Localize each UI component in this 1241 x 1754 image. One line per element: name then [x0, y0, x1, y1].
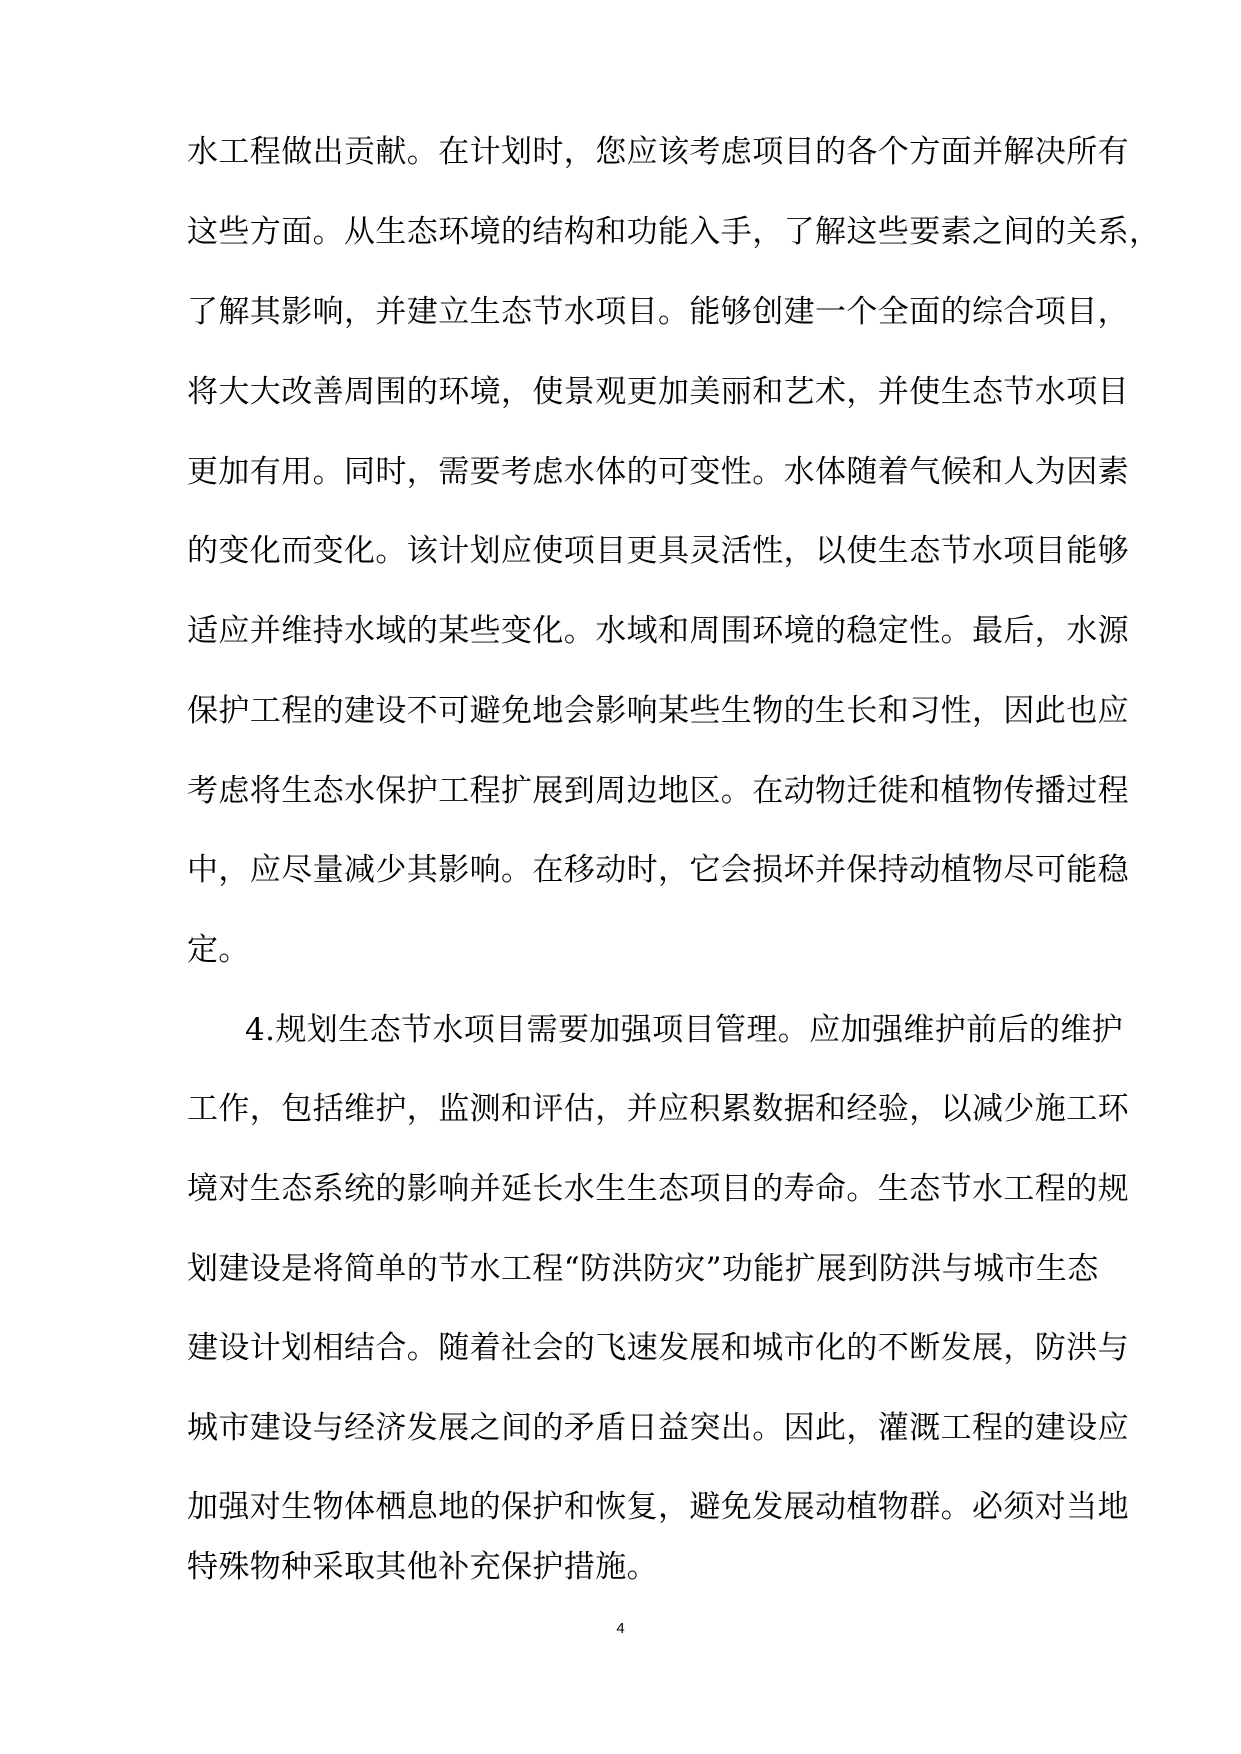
- body-text-line: 工作，包括维护，监测和评估，并应积累数据和经验，以减少施工环: [187, 1091, 1129, 1127]
- body-text-line: 定。: [187, 932, 250, 968]
- body-text-line: 划建设是将简单的节水工程“防洪防灾”功能扩展到防洪与城市生态: [187, 1251, 1099, 1287]
- body-text-line: 了解其影响，并建立生态节水项目。能够创建一个全面的综合项目，: [187, 294, 1129, 330]
- body-text-line: 境对生态系统的影响并延长水生生态项目的寿命。生态节水工程的规: [187, 1171, 1129, 1207]
- body-text-line: 适应并维持水域的某些变化。水域和周围环境的稳定性。最后，水源: [187, 613, 1129, 649]
- page-number: 4: [616, 1620, 625, 1637]
- body-text-line: 这些方面。从生态环境的结构和功能入手，了解这些要素之间的关系，: [187, 214, 1161, 250]
- body-text-line: 考虑将生态水保护工程扩展到周边地区。在动物迁徙和植物传播过程: [187, 773, 1129, 809]
- body-text-line: 城市建设与经济发展之间的矛盾日益突出。因此，灌溉工程的建设应: [187, 1410, 1129, 1446]
- body-text-line: 保护工程的建设不可避免地会影响某些生物的生长和习性，因此也应: [187, 693, 1129, 729]
- body-text-line: 的变化而变化。该计划应使项目更具灵活性，以使生态节水项目能够: [187, 533, 1129, 569]
- body-text-line: 加强对生物体栖息地的保护和恢复，避免发展动植物群。必须对当地: [187, 1489, 1129, 1525]
- body-text-line: 中，应尽量减少其影响。在移动时，它会损坏并保持动植物尽可能稳: [187, 852, 1129, 888]
- body-text-line: 水工程做出贡献。在计划时，您应该考虑项目的各个方面并解决所有: [187, 134, 1129, 170]
- body-text-line: 更加有用。同时，需要考虑水体的可变性。水体随着气候和人为因素: [187, 454, 1129, 490]
- body-text-line: 建设计划相结合。随着社会的飞速发展和城市化的不断发展，防洪与: [187, 1330, 1129, 1366]
- body-text-line: 特殊物种采取其他补充保护措施。: [187, 1549, 658, 1585]
- paragraph-start-line: 4.规划生态节水项目需要加强项目管理。应加强维护前后的维护: [245, 1012, 1124, 1048]
- body-text-line: 将大大改善周围的环境，使景观更加美丽和艺术，并使生态节水项目: [187, 374, 1129, 410]
